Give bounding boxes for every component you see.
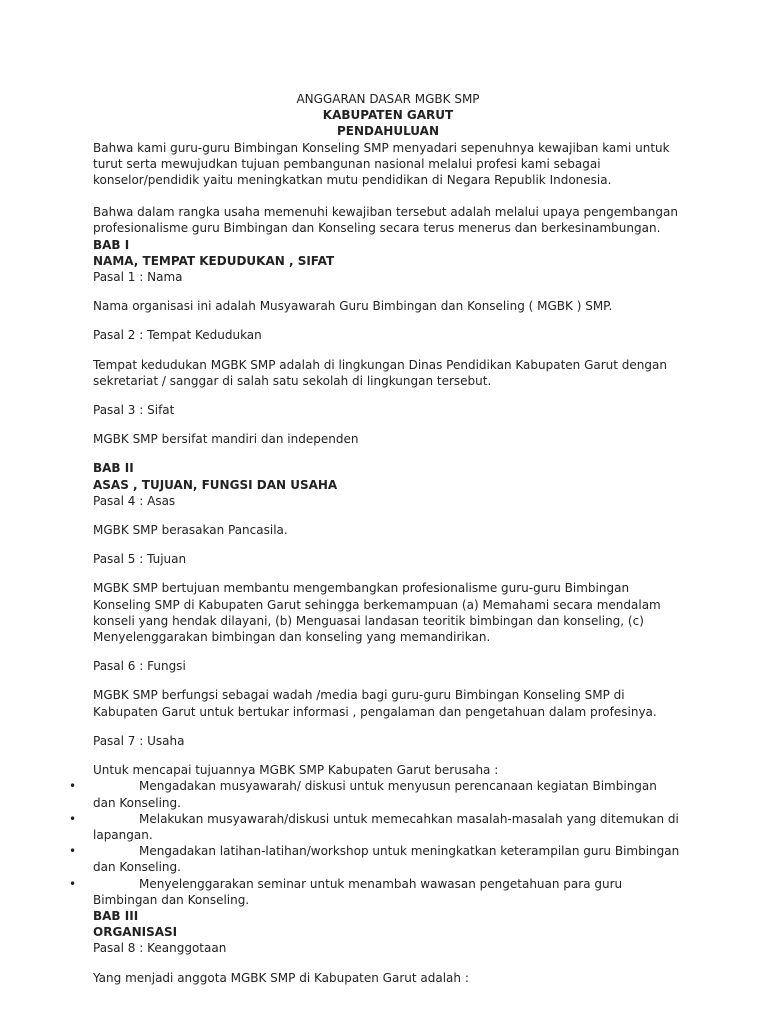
- pasal-7-text: Untuk mencapai tujuannya MGBK SMP Kabupaten Garut berusaha :: [93, 763, 499, 778]
- pasal-4-text: MGBK SMP berasakan Pancasila.: [93, 523, 288, 538]
- bullet-icon: •: [69, 844, 77, 859]
- pasal-2-text: Tempat kedudukan MGBK SMP adalah di lingkungan Dinas Pendidikan Kabupaten Garut dengan sekretariat / sanggar di salah satu sekolah di lingkungan tersebut.: [93, 357, 667, 388]
- usaha-list: [69, 778, 683, 908]
- bab-2-heading: BAB II: [93, 461, 134, 476]
- pasal-5-text: MGBK SMP bertujuan membantu mengembangkan profesionalisme guru-guru Bimbingan Konseling SMP di Kabupaten Garut sehingga berkemampuan (a) Memahami secara mendalam konseli yang hendak dilayani, (b) Menguasai landasan teoritik bimbingan dan konseling, (c) Menyelenggarakan bimbingan dan konseling yang memandirikan.: [93, 581, 661, 645]
- list-item: [69, 876, 683, 908]
- intro-paragraph-2: Bahwa dalam rangka usaha memenuhi kewajiban tersebut adalah melalui upaya pengembangan profesionalisme guru Bimbingan dan Konseling secara terus menerus dan berkesinambungan.: [93, 205, 678, 236]
- bullet-icon: •: [69, 876, 77, 891]
- list-item-text: Mengadakan latihan-latihan/workshop untuk meningkatkan keterampilan guru Bimbingan dan Konseling.: [93, 844, 680, 875]
- list-item-text: Mengadakan musyawarah/ diskusi untuk menyusun perencanaan kegiatan Bimbingan dan Konseling.: [93, 779, 657, 810]
- bab-2-title: ASAS , TUJUAN, FUNGSI DAN USAHA: [93, 477, 338, 492]
- bab-3-heading: BAB III: [93, 908, 139, 923]
- document-page: [69, 91, 683, 986]
- list-item-text: Menyelenggarakan seminar untuk menambah wawasan pengetahuan para guru Bimbingan dan Konseling.: [93, 876, 623, 907]
- bullet-icon: •: [69, 811, 77, 826]
- pasal-5-heading: Pasal 5 : Tujuan: [93, 552, 187, 567]
- pasal-1-heading: Pasal 1 : Nama: [93, 270, 183, 285]
- pasal-3-heading: Pasal 3 : Sifat: [93, 403, 175, 418]
- pasal-6-heading: Pasal 6 : Fungsi: [93, 659, 186, 674]
- list-item: [69, 778, 683, 810]
- doc-title: ANGGARAN DASAR MGBK SMP: [296, 92, 480, 106]
- pasal-2-heading: Pasal 2 : Tempat Kedudukan: [93, 328, 262, 343]
- intro-paragraph-1: Bahwa kami guru-guru Bimbingan Konseling SMP menyadari sepenuhnya kewajiban kami untuk turut serta mewujudkan tujuan pembangunan nasional melalui profesi kami sebagai konselor/pendidik yaitu meningkatkan mutu pendidikan di Negara Republik Indonesia.: [93, 140, 670, 188]
- pasal-7-heading: Pasal 7 : Usaha: [93, 733, 185, 748]
- bab-1-title: NAMA, TEMPAT KEDUDUKAN , SIFAT: [93, 253, 335, 268]
- pasal-1-text: Nama organisasi ini adalah Musyawarah Guru Bimbingan dan Konseling ( MGBK ) SMP.: [93, 299, 613, 314]
- pasal-8-text: Yang menjadi anggota MGBK SMP di Kabupaten Garut adalah :: [93, 970, 469, 985]
- pasal-6-text: MGBK SMP berfungsi sebagai wadah /media bagi guru-guru Bimbingan Konseling SMP di Kabupaten Garut untuk bertukar informasi , pengalaman dan pengetahuan dalam profesinya.: [93, 688, 657, 719]
- pasal-3-text: MGBK SMP bersifat mandiri dan independen: [93, 432, 359, 447]
- pasal-4-heading: Pasal 4 : Asas: [93, 493, 176, 508]
- list-item: [69, 843, 683, 875]
- doc-subtitle: KABUPATEN GARUT: [322, 108, 454, 123]
- bab-1-heading: BAB I: [93, 237, 130, 252]
- bab-3-title: ORGANISASI: [93, 925, 178, 940]
- bullet-icon: •: [69, 779, 77, 794]
- list-item-text: Melakukan musyawarah/diskusi untuk memecahkan masalah-masalah yang ditemukan di lapangan.: [93, 811, 679, 842]
- pasal-8-heading: Pasal 8 : Keanggotaan: [93, 941, 227, 956]
- list-item: [69, 811, 683, 843]
- section-heading-pendahuluan: PENDAHULUAN: [337, 124, 439, 139]
